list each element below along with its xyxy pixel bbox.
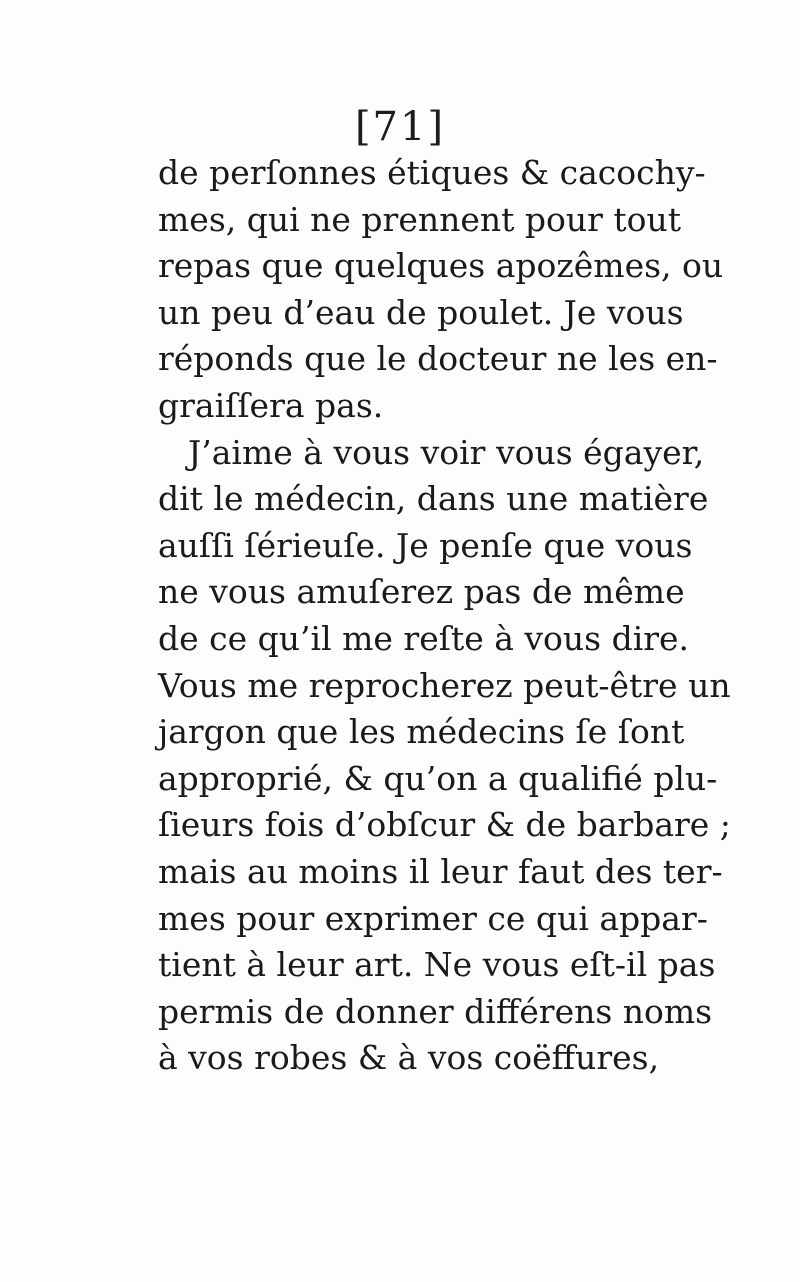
text-line: ne vous amuſerez pas de même [158, 572, 685, 612]
body-text [158, 150, 731, 1082]
text-line: mes pour exprimer ce qui appar- [158, 898, 708, 938]
text-line: approprié, & qu’on a qualifié plu- [158, 758, 718, 798]
text-line: tient à leur art. Ne vous eſt-il pas [158, 945, 716, 985]
text-line: graiſſera pas. [158, 385, 384, 425]
text-line: repas que quelques apozêmes, ou [158, 246, 724, 286]
text-line: jargon que les médecins ſe ſont [158, 712, 685, 752]
text-line: de perſonnes étiques & cacochy- [158, 153, 706, 192]
text-line: permis de donner différens noms [158, 991, 713, 1031]
page-number: [71] [354, 104, 446, 150]
text-line: ſieurs fois d’obſcur & de barbare ; [158, 805, 731, 845]
text-line: un peu d’eau de poulet. Je vous [158, 292, 684, 332]
text-line: dit le médecin, dans une matière [158, 479, 709, 519]
text-line: mes, qui ne prennent pour tout [158, 199, 682, 239]
text-line: Vous me reprocherez peut-être un [158, 665, 731, 705]
text-line: de ce qu’il me reſte à vous dire. [158, 618, 690, 658]
text-line: mais au moins il leur faut des ter- [158, 851, 723, 891]
text-line: à vos robes & à vos coëffures, [158, 1038, 660, 1078]
paragraph-start-line: J’aime à vous voir vous égayer, [188, 432, 705, 472]
text-line: réponds que le docteur ne les en- [158, 339, 718, 379]
text-line: auſſi ſérieuſe. Je penſe que vous [158, 525, 693, 565]
